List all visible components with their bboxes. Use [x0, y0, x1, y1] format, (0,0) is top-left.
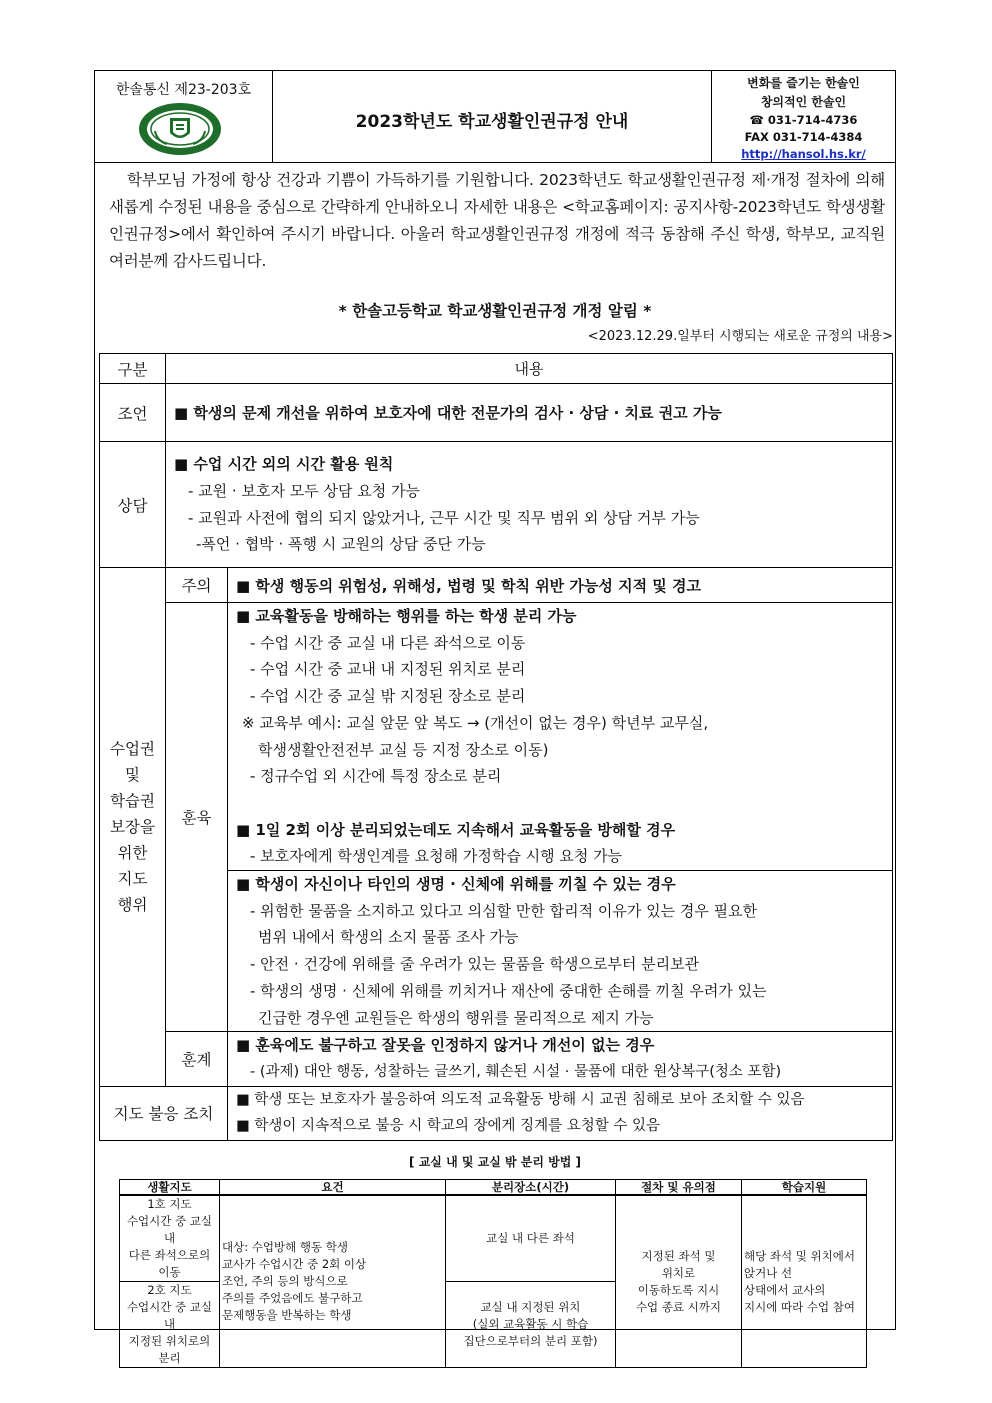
counsel-line: - 교원과 사전에 협의 되지 않았거나, 근무 시간 및 직무 범위 외 상담 거부 가능 — [188, 508, 700, 527]
table-header-row — [100, 354, 893, 384]
guidance-label-line: 수업권 — [110, 739, 155, 758]
school-emblem-icon — [137, 101, 223, 157]
advice-text: ■ 학생의 문제 개선을 위하여 보호자에 대한 전문가의 검사 · 상담 · 치료 권고 가능 — [166, 384, 893, 442]
advice-label: 조언 — [100, 384, 166, 442]
counsel-line: -폭언 · 협박 · 폭행 시 교원의 상담 중단 가능 — [196, 535, 486, 554]
document-header — [95, 71, 895, 163]
counsel-line: ■ 수업 시간 외의 시간 활용 원칙 — [174, 455, 394, 474]
requirement-line: 문제행동을 반복하는 학생 — [222, 1308, 352, 1322]
notice-document — [94, 70, 896, 1365]
guide-1-line: 이동 — [158, 1265, 181, 1279]
requirement-line: 대상: 수업방해 행동 학생 — [222, 1240, 348, 1254]
discipline-line: 학생생활안전전부 교실 등 지정 장소로 이동) — [258, 740, 549, 759]
place-2-line: 집단으로부터의 분리 포함) — [463, 1334, 598, 1348]
counsel-label: 상담 — [100, 442, 166, 568]
counsel-line: - 교원 · 보호자 모두 상담 요청 가능 — [188, 481, 420, 500]
table-row-advice — [100, 384, 893, 442]
discipline-line: - 보호자에게 학생인계를 요청해 가정학습 시행 요청 가능 — [250, 847, 623, 866]
place-1-cell: 교실 내 다른 좌석 — [446, 1195, 616, 1282]
noncompliance-content — [228, 1086, 893, 1140]
discipline-line: - 수업 시간 중 교실 밖 지정된 장소로 분리 — [250, 687, 526, 706]
noncompliance-label: 지도 불응 조치 — [100, 1086, 228, 1140]
place-2-line: (실외 교육활동 시 학습 — [472, 1317, 589, 1331]
guide-1-line: 다른 좌석으로의 — [128, 1248, 211, 1262]
guidance-label-line: 및 — [125, 765, 140, 784]
support-line: 앉거나 선 — [744, 1265, 793, 1280]
support-line: 해당 좌석 및 위치에서 — [744, 1248, 855, 1263]
notice-title: * 한솔고등학교 학교생활인권규정 개정 알림 * — [338, 302, 652, 320]
table-row-discipline-a — [100, 603, 893, 871]
reprimand-line: - (과제) 대안 행동, 성찰하는 글쓰기, 훼손된 시설 · 물품에 대한 원상복구(청소 포함) — [250, 1063, 782, 1080]
support-cell — [742, 1195, 867, 1368]
counsel-content — [166, 442, 893, 568]
procedure-line: 지정된 좌석 및 — [641, 1248, 716, 1263]
requirement-line: 조언, 주의 등의 방식으로 — [222, 1274, 348, 1288]
slogan-1: 변화를 즐기는 한솔인 — [747, 76, 860, 90]
requirement-line: 교사가 수업시간 중 2회 이상 — [222, 1257, 367, 1271]
separation-table — [119, 1179, 867, 1368]
separation-header: 절차 및 유의점 — [616, 1180, 742, 1196]
discipline-content-b — [228, 871, 893, 1032]
separation-row-1 — [120, 1195, 867, 1282]
guidance-label-line: 위한 — [117, 843, 148, 862]
telephone: ☎ 031-714-4736 — [749, 113, 858, 127]
issue-number: 한솔통신 제23-203호 — [115, 82, 252, 98]
guide-2-line: 분리 — [158, 1351, 181, 1365]
discipline-line: ※ 교육부 예시: 교실 앞문 앞 복도 → (개선이 없는 경우) 학년부 교무실, — [242, 713, 709, 732]
guidance-label-line: 지도 — [117, 869, 148, 888]
discipline-content-a — [228, 603, 893, 871]
separation-title: [ 교실 내 및 교실 밖 분리 방법 ] — [409, 1155, 581, 1169]
guidance-label-line: 보장을 — [110, 817, 155, 836]
place-2-cell — [446, 1282, 616, 1368]
table-row-counsel — [100, 442, 893, 568]
blank-line — [236, 790, 884, 817]
header-left — [95, 71, 273, 162]
regulation-table — [99, 353, 893, 1141]
warning-label: 주의 — [166, 568, 228, 603]
discipline-line: - 위험한 물품을 소지하고 있다고 의심할 만한 합리적 이유가 있는 경우 필요한 — [250, 901, 758, 920]
discipline-line: - 수업 시간 중 교내 내 지정된 위치로 분리 — [250, 660, 526, 679]
discipline-line: 범위 내에서 학생의 소지 물품 조사 가능 — [258, 928, 519, 947]
guide-2-cell — [120, 1282, 220, 1368]
guidance-label-line: 행위 — [117, 895, 148, 914]
document-title: 2023학년도 학교생활인권규정 안내 — [355, 112, 629, 132]
guide-1-cell — [120, 1195, 220, 1282]
notice-date: <2023.12.29.일부터 시행되는 새로운 규정의 내용> — [587, 329, 893, 344]
guide-1-line: 1호 지도 — [147, 1197, 192, 1211]
guide-2-line: 지정된 위치로의 — [128, 1334, 211, 1348]
procedure-cell — [616, 1195, 742, 1368]
reprimand-label: 훈계 — [166, 1032, 228, 1086]
intro-paragraph — [109, 167, 885, 275]
support-line: 상태에서 교사의 — [744, 1282, 826, 1297]
discipline-line: 긴급한 경우엔 교원들은 학생의 행위를 물리적으로 제지 가능 — [258, 1008, 654, 1027]
place-2-line: 교실 내 지정된 위치 — [480, 1300, 581, 1314]
procedure-line: 수업 종료 시까지 — [635, 1299, 722, 1314]
separation-header: 요건 — [220, 1180, 446, 1196]
separation-header-row — [120, 1180, 867, 1196]
guidance-label-line: 학습권 — [110, 791, 155, 810]
table-row-warning — [100, 568, 893, 603]
procedure-line: 위치로 — [661, 1265, 696, 1280]
fax: FAX 031-714-4384 — [744, 130, 863, 144]
table-row-reprimand — [100, 1032, 893, 1086]
separation-header: 분리장소(시간) — [446, 1180, 616, 1196]
guide-2-line: 2호 지도 — [147, 1283, 192, 1297]
discipline-line: - 정규수업 외 시간에 특정 장소로 분리 — [250, 767, 502, 786]
discipline-line: ■ 1일 2회 이상 분리되었는데도 지속해서 교육활동을 방해할 경우 — [236, 820, 676, 839]
reprimand-line: ■ 훈육에도 불구하고 잘못을 인정하지 않거나 개선이 없는 경우 — [236, 1036, 655, 1055]
guide-1-line: 수업시간 중 교실 내 — [126, 1214, 213, 1245]
noncompliance-line: ■ 학생이 지속적으로 불응 시 학교의 장에게 징계를 요청할 수 있음 — [236, 1118, 660, 1135]
procedure-line: 이동하도록 지시 — [637, 1282, 720, 1297]
header-category: 구분 — [100, 354, 166, 384]
noncompliance-line: ■ 학생 또는 보호자가 불응하여 의도적 교육활동 방해 시 교권 침해로 보아 조치할 수 있음 — [236, 1091, 805, 1108]
separation-header: 학습지원 — [742, 1180, 867, 1196]
requirement-cell — [220, 1195, 446, 1368]
slogan-2: 창의적인 한솔인 — [760, 95, 847, 109]
discipline-line: - 안전 · 건강에 위해를 줄 우려가 있는 물품을 학생으로부터 분리보관 — [250, 955, 700, 974]
reprimand-content — [228, 1032, 893, 1086]
support-line: 지시에 따라 수업 참여 — [744, 1299, 855, 1314]
discipline-label: 훈육 — [166, 603, 228, 1032]
guidance-label — [100, 568, 166, 1087]
discipline-line: ■ 학생이 자신이나 타인의 생명 · 신체에 위해를 끼칠 수 있는 경우 — [236, 875, 676, 894]
discipline-line: ■ 교육활동을 방해하는 행위를 하는 학생 분리 가능 — [236, 607, 577, 625]
intro-text: 학부모님 가정에 항상 건강과 기쁨이 가득하기를 기원합니다. 2023학년도 학교생활인권규정 제·개정 절차에 의해 새롭게 수정된 내용을 중심으로 간략하게 안내하오니 자세한 내용은 <학교홈페이지: 공지사항-2023학년도 학생생활인권규정>에서 확인하여 주시기 바랍니다. 아울러 학교생활인권규정 개정에 적극 동참해 주신 학생, 학부모, 교직원 여러분께 감사드립니다. — [109, 171, 885, 270]
guide-2-line: 수업시간 중 교실 내 — [126, 1300, 213, 1331]
discipline-line: - 학생의 생명 · 신체에 위해를 끼치거나 재산에 중대한 손해를 끼칠 우려가 있는 — [250, 981, 767, 1000]
requirement-line: 주의를 주었음에도 불구하고 — [222, 1291, 363, 1305]
school-homepage-link[interactable]: http://hansol.hs.kr/ — [741, 147, 866, 161]
discipline-line: - 수업 시간 중 교실 내 다른 좌석으로 이동 — [250, 633, 526, 652]
separation-header: 생활지도 — [120, 1180, 220, 1196]
header-right — [711, 71, 895, 162]
table-row-noncompliance — [100, 1086, 893, 1140]
warning-text: ■ 학생 행동의 위험성, 위해성, 법령 및 학칙 위반 가능성 지적 및 경고 — [228, 568, 893, 603]
header-content: 내용 — [166, 354, 893, 384]
